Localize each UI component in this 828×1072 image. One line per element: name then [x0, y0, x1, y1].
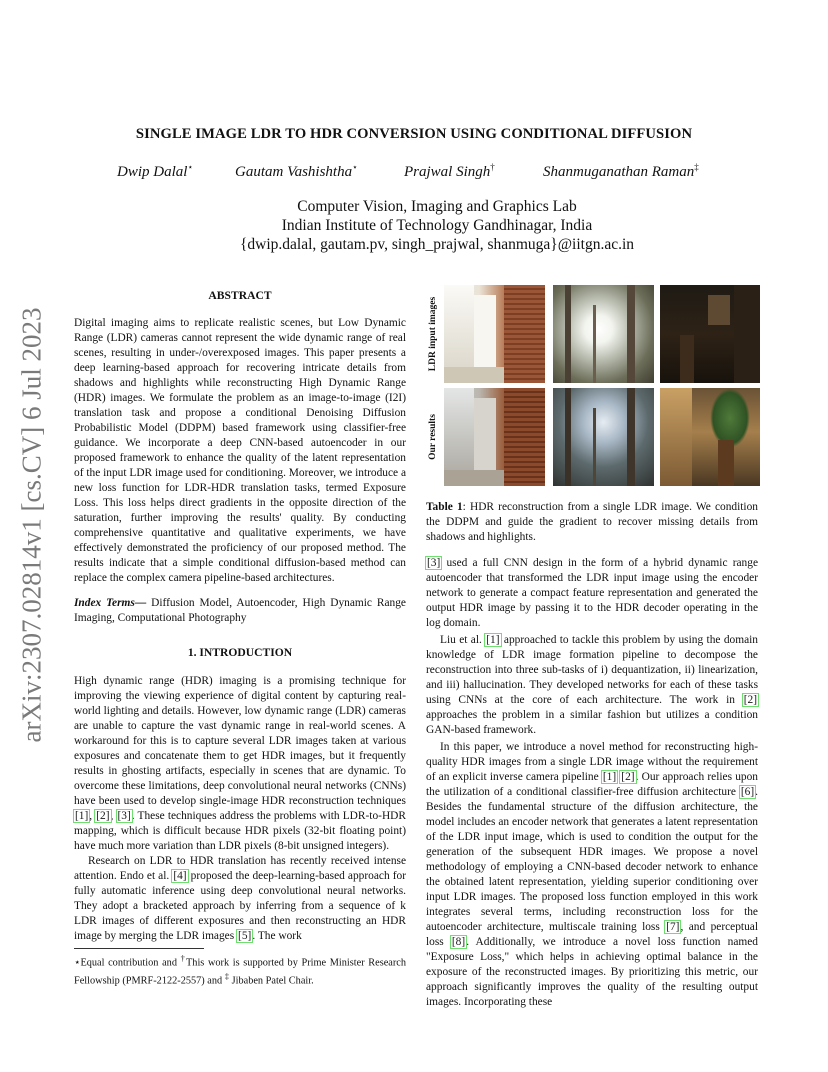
author-name: Prajwal Singh [404, 164, 491, 180]
row-label-text: Our results [428, 414, 438, 460]
index-terms-text: Diffusion Model, Autoencoder, High Dynamic Range Imaging, Computational Photography [74, 597, 406, 624]
citation-link[interactable]: [2] [96, 810, 110, 822]
right-paragraph-1 [426, 556, 758, 631]
footnote-text: This work is supported by Prime Minister Research Fellowship (PMRF-2122-2557) and [74, 957, 407, 987]
footnote-rule [74, 948, 204, 949]
body-text: , and perceptual loss [426, 921, 758, 948]
row-label-text: LDR input images [428, 296, 438, 372]
intro-paragraph-2 [74, 854, 406, 944]
intro-text: Research on LDR to HDR translation has recently received intense attention. Endo et al. [74, 855, 406, 882]
author-mark: ⋆ [187, 162, 194, 172]
citation-link[interactable]: [6] [740, 786, 755, 798]
right-paragraph-2 [426, 633, 758, 738]
citation-link[interactable]: [3] [427, 557, 441, 569]
body-text: In this paper, we introduce a novel method for reconstructing high-quality HDR images from a single LDR image without the requirement of an explicit inverse camera pipeline [426, 741, 758, 783]
footnote [74, 952, 406, 988]
right-column [426, 556, 758, 1010]
intro-paragraph-1: High dynamic range (HDR) imaging is a promising technique for improving the viewing experience of digital content by capturing real-world lighting and details. However, low dynamic range (LDR) cameras are unable to capture the vast dynamic range in real-world scenes. A workaround for this is to capture several LDR images taken at various exposures and concatenate them to get HDR images, but it frequently results in ghosting artifacts, especially in scenes that are dynamic. To overcome these limitations, deep convolutional neural networks (CNNs) have been used to develop single-image HDR reconstruction techniques [1], [2], [3]. These techniques address the problems with LDR-to-HDR mapping, which is difficult because HDR pixels (32-bit floating point) have much more variation than LDR pixels (8-bit unsigned integers). [74, 675, 407, 852]
body-text: . Additionally, we introduce a novel loss function named "Exposure Loss," which helps in achieving optimal balance in the exposure of the reconstructed images. By prioritizing this metric, our approach significantly improves the quality of the resulting output images. Incorporating these [426, 936, 758, 1008]
footnote-text: Jibaben Patel Chair. [229, 975, 314, 987]
footnote-text: ⋆Equal contribution and [74, 957, 181, 969]
author-name: Dwip Dalal [117, 164, 188, 180]
ldr-input-image-1 [444, 285, 545, 383]
footnote-mark: † [180, 953, 186, 963]
citation-link[interactable]: [3] [117, 810, 131, 822]
row-label-ldr [424, 284, 442, 384]
author-name: Shanmuganathan Raman [543, 164, 695, 180]
author-1 [117, 162, 193, 181]
intro-text: . The work [252, 930, 302, 942]
intro-heading: 1. INTRODUCTION [187, 646, 293, 659]
citation-link[interactable]: [4] [173, 870, 187, 882]
abstract-heading: ABSTRACT [208, 289, 272, 302]
ldr-input-image-2 [553, 285, 654, 383]
caption-text: : HDR reconstruction from a single LDR image. We condition the DDPM and guide the gradient to recover missing details from shadows and highlights. [426, 501, 758, 543]
citation-link[interactable]: [1] [75, 810, 89, 822]
arxiv-stamp [8, 300, 56, 750]
citation-link[interactable]: [8] [451, 936, 466, 948]
body-text: Liu et al. [440, 634, 486, 646]
affiliation-lab: Computer Vision, Imaging and Graphics Lab [297, 198, 577, 215]
body-text: . Our approach relies upon the utilization of a conditional classifier-free diffusion architecture [426, 771, 758, 798]
left-column [74, 288, 406, 944]
intro-text: High dynamic range (HDR) imaging is a promising technique for improving the viewing experience of digital content by capturing real-world lighting and details. However, low dynamic range (LDR) cameras are unable to capture the vast dynamic range in real-world scenes. A workaround for this is to capture several LDR images taken at various exposures and concatenate them to get HDR images, but it frequently results in ghosting artifacts, especially in scenes that are dynamic. To overcome these limitations, deep convolutional neural networks (CNNs) have been used to develop single-image HDR reconstruction techniques [74, 675, 406, 807]
author-mark: † [490, 162, 495, 172]
index-terms-label: Index Terms— [74, 597, 147, 609]
body-text: approaches the problem in a similar fashion but utilizes a condition GAN-based framework. [426, 709, 758, 736]
ldr-input-image-3 [660, 285, 760, 383]
intro-text: . These techniques address the problems with LDR-to-HDR mapping, which is difficult because HDR pixels (32-bit floating point) have much more variation than LDR pixels (8-bit unsigned integers). [74, 810, 407, 852]
author-mark: ⋆ [352, 162, 358, 172]
author-3 [404, 162, 495, 181]
figure-caption [426, 500, 758, 545]
abstract-text: Digital imaging aims to replicate realistic scenes, but Low Dynamic Range (LDR) cameras cannot represent the wide dynamic range of real scenes, resulting in under-/overexposed images. This paper presents a deep learning-based approach for recovering intricate details from shadows and highlights while reconstructing High Dynamic Range (HDR) images. We formulate the problem as an image-to-image (I2I) translation task and propose a conditional Denoising Diffusion Probabilistic Model (DDPM) based framework using classifier-free guidance. We incorporate a deep CNN-based autoencoder in our proposed framework to enhance the quality of the latent representation of the input LDR image used for conditioning. Moreover, we introduce a new loss function for LDR-HDR translation tasks, termed Exposure Loss. This loss helps direct gradients in the opposite direction of the saturation, further improving the results' quality. By conducting comprehensive quantitative and qualitative experiments, we have effectively demonstrated the proficiency of our proposed method. The results indicate that a simple conditional diffusion-based method can replace the complex camera pipeline-based architectures. [74, 317, 407, 584]
affiliation-emails: {dwip.dalal, gautam.pv, singh_prajwal, shanmuga}@iitgn.ac.in [239, 236, 635, 253]
row-label-results [424, 388, 442, 486]
result-image-3 [660, 388, 760, 486]
caption-label: Table 1 [426, 501, 463, 513]
index-terms [74, 596, 406, 626]
body-text: . Besides the fundamental structure of the diffusion architecture, the model includes an encoder network that generates a latent representation of the LDR input image, which is used to condition the output for the generation of the subsequent HDR images. We propose a novel methodology of employing a CNN-based decoder network to enhance the obtained latent representation, yielding superior conditioning over input LDR images. The proposed loss function employed in this work integrates several terms, including reconstruction loss for the autoencoder architecture, multiscale training loss [426, 786, 758, 933]
body-text: used a full CNN design in the form of a hybrid dynamic range autoencoder that transformed the LDR input image using the encoder network to generate a compact feature representation and generated the output HDR image by passing it to the HDR decoder operating in the log domain. [426, 557, 758, 629]
author-4 [543, 162, 699, 181]
author-mark: ‡ [694, 162, 699, 172]
citation-link[interactable]: [5] [238, 930, 252, 942]
citation-link[interactable]: [1] [486, 634, 500, 646]
paper-title: SINGLE IMAGE LDR TO HDR CONVERSION USING CONDITIONAL DIFFUSION [135, 126, 693, 142]
result-image-1 [444, 388, 545, 486]
affiliation-institute: Indian Institute of Technology Gandhinagar, India [281, 217, 593, 234]
citation-link[interactable]: [2] [621, 771, 635, 783]
author-2 [235, 162, 358, 181]
result-image-2 [553, 388, 654, 486]
footnote-mark: ‡ [224, 970, 230, 981]
arxiv-stamp-text: arXiv:2307.02814v1 [cs.CV] 6 Jul 2023 [16, 307, 47, 743]
author-name: Gautam Vashishtha [235, 164, 353, 180]
citation-link[interactable]: [7] [666, 921, 680, 933]
citation-link[interactable]: [2] [743, 694, 757, 706]
intro-text: proposed the deep-learning-based approach for fully automatic inference using deep convolutional neural networks. They adopt a bracketed approach by inferring from a sequence of k LDR images of different exposures and then reconstructing an HDR image by merging the LDR images [74, 870, 406, 942]
body-text: approached to tackle this problem by using the domain knowledge of LDR image formation pipeline to decompose the reconstruction into three sub-tasks of i) dequantization, ii) linearization, and iii) hallucination. They developed networks for each of these tasks using CNNs at the core of each architecture. The work in [426, 634, 759, 706]
citation-link[interactable]: [1] [602, 771, 617, 783]
right-paragraph-3 [426, 740, 758, 1010]
